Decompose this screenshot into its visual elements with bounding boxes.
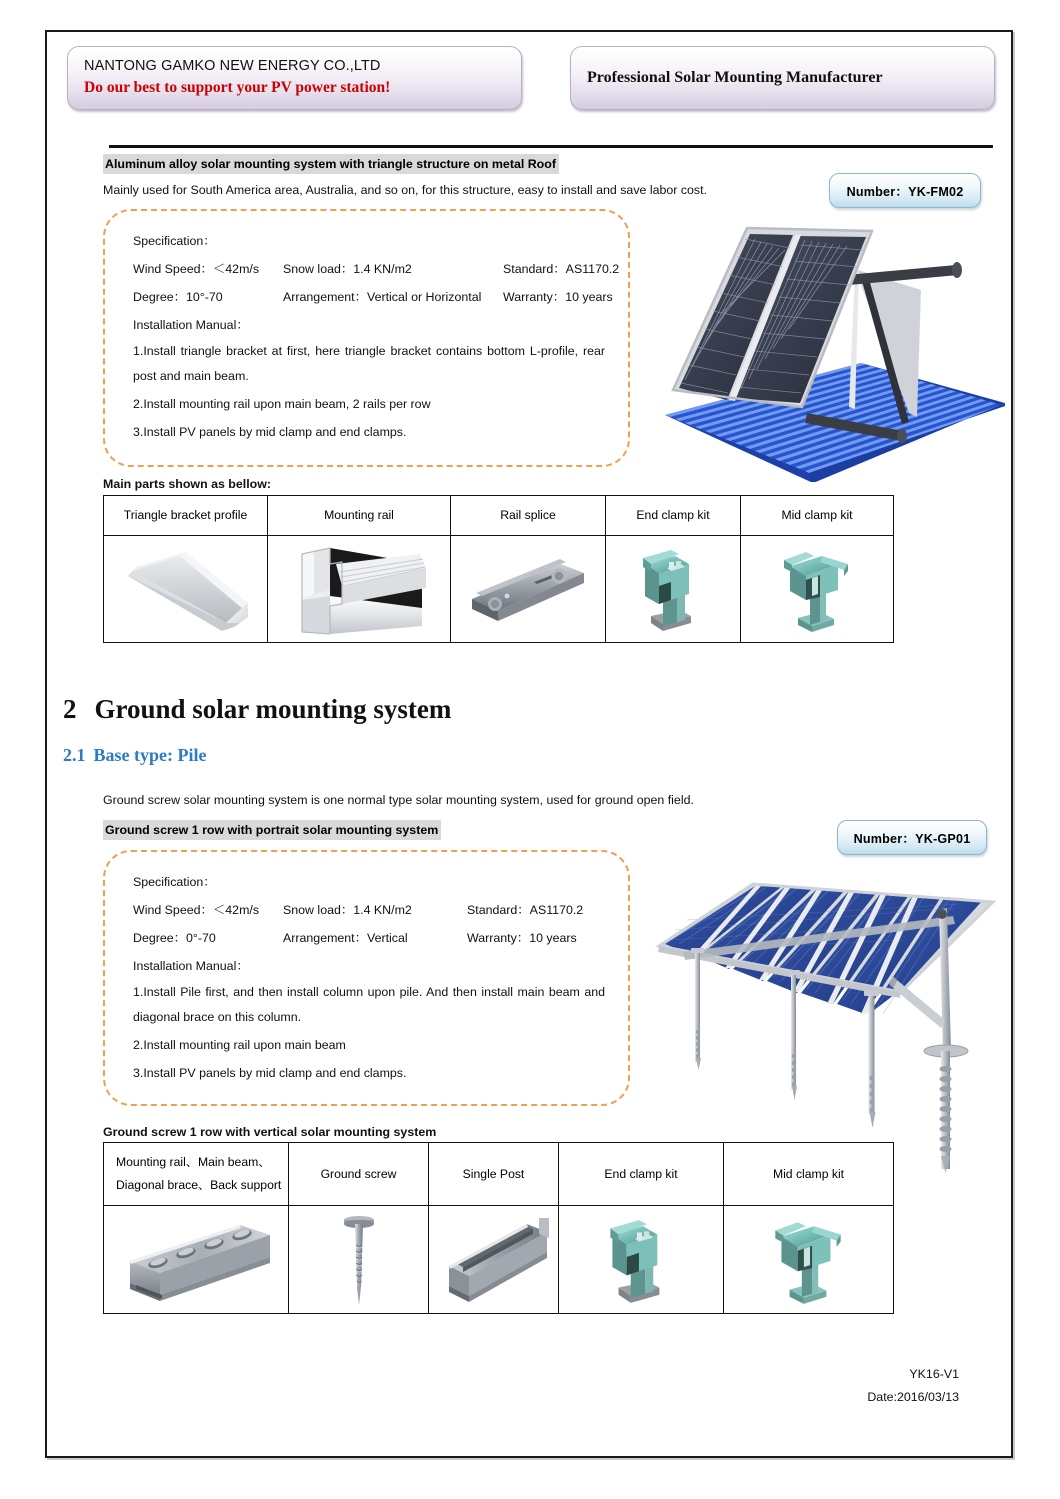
spec1-standard: Standard：AS1170.2 — [503, 262, 620, 276]
company-slogan: Do our best to support your PV power station! — [84, 79, 391, 97]
mounting-rail-image — [268, 536, 451, 643]
section1-title: Aluminum alloy solar mounting system with triangle structure on metal Roof — [103, 154, 559, 174]
spec2-wind-speed: Wind Speed：＜42m/s — [133, 903, 260, 917]
spec1-snow-load: Snow load：1.4 KN/m2 — [283, 262, 412, 276]
footer-date: Date:2016/03/13 — [867, 1390, 959, 1405]
section2-heading — [63, 694, 451, 725]
col-header-mounting-rail: Mounting rail — [268, 496, 451, 536]
spec1-step-1: 1.Install triangle bracket at first, here triangle bracket contains bottom L-profile, rear post and main beam. — [133, 344, 605, 384]
col-header-end-clamp-kit-2: End clamp kit — [559, 1143, 724, 1206]
section2-parts-table — [103, 1142, 894, 1314]
spec2-manual-heading: Installation Manual： — [133, 959, 249, 973]
spec2-step-2: 2.Install mounting rail upon main beam — [133, 1038, 346, 1052]
company-banner — [67, 46, 522, 110]
col-header-ground-screw: Ground screw — [289, 1143, 429, 1206]
l-profile-angle-image — [104, 536, 268, 643]
ground-screw-image — [289, 1206, 429, 1314]
spec2-arrangement: Arrangement：Vertical — [283, 931, 408, 945]
table-row — [104, 536, 894, 643]
spec1-step-3: 3.Install PV panels by mid clamp and end clamps. — [133, 425, 407, 439]
tagline-banner — [570, 46, 995, 110]
spec2-step-3: 3.Install PV panels by mid clamp and end clamps. — [133, 1066, 407, 1080]
document-footer — [867, 1363, 959, 1410]
section2-parts-caption: Ground screw 1 row with vertical solar mounting system — [103, 1125, 437, 1139]
product-number-badge-2: Number：YK-GP01 — [837, 820, 987, 855]
col-header-rail-splice: Rail splice — [451, 496, 606, 536]
section2-subheading — [63, 745, 206, 766]
spec1-warranty: Warranty：10 years — [503, 290, 613, 304]
section1-parts-caption: Main parts shown as bellow: — [103, 477, 271, 491]
section2-title: Ground solar mounting system — [94, 694, 452, 724]
spec1-step-2: 2.Install mounting rail upon main beam, 2 rails per row — [133, 397, 431, 411]
section2-sub-title: Base type: Pile — [93, 745, 207, 765]
mid-clamp-kit-image — [741, 536, 894, 643]
end-clamp-kit-image — [559, 1206, 724, 1314]
company-name: NANTONG GAMKO NEW ENERGY CO.,LTD — [84, 58, 381, 75]
ground-screw-array-illustration — [653, 864, 1011, 1174]
document-header — [67, 46, 995, 110]
spec1-manual-heading: Installation Manual： — [133, 318, 249, 332]
section2-sub-number: 2.1 — [63, 745, 86, 765]
col-header-rail-beam-brace — [104, 1143, 289, 1206]
spec1-heading: Specification： — [133, 234, 216, 248]
col-header-triangle-bracket-profile: Triangle bracket profile — [104, 496, 268, 536]
header-divider — [109, 145, 993, 148]
end-clamp-kit-image — [606, 536, 741, 643]
section2-intro: Ground screw solar mounting system is one normal type solar mounting system, used for ground open field. — [103, 793, 694, 807]
mid-clamp-kit-image — [724, 1206, 894, 1314]
spec2-snow-load: Snow load：1.4 KN/m2 — [283, 903, 412, 917]
table-header-row — [104, 496, 894, 536]
table-row — [104, 1206, 894, 1314]
section1-parts-table — [103, 495, 894, 643]
section2-number: 2 — [63, 694, 77, 724]
col-header-mid-clamp-kit: Mid clamp kit — [741, 496, 894, 536]
col-header-mid-clamp-kit-2: Mid clamp kit — [724, 1143, 894, 1206]
section1-spec-box — [103, 209, 630, 467]
spec2-warranty: Warranty：10 years — [467, 931, 577, 945]
document-page — [45, 30, 1013, 1458]
section1-intro: Mainly used for South America area, Australia, and so on, for this structure, easy to install and save labor cost. — [103, 183, 708, 197]
triangle-roof-mount-illustration — [659, 217, 1009, 482]
spec1-arrangement: Arrangement：Vertical or Horizontal — [283, 290, 482, 304]
spec1-wind-speed: Wind Speed：＜42m/s — [133, 262, 260, 276]
spec2-degree: Degree：0°-70 — [133, 931, 216, 945]
spec2-standard: Standard：AS1170.2 — [467, 903, 584, 917]
col-header-single-post: Single Post — [429, 1143, 559, 1206]
col-header-line2: Diagonal brace、Back support — [116, 1178, 282, 1193]
product-number-badge-1: Number：YK-FM02 — [829, 173, 981, 208]
table-header-row — [104, 1143, 894, 1206]
footer-version: YK16-V1 — [909, 1366, 959, 1381]
company-tagline: Professional Solar Mounting Manufacturer — [587, 69, 883, 86]
spec2-heading: Specification： — [133, 875, 216, 889]
strut-channel-rail-image — [104, 1206, 289, 1314]
section2-highlight-title: Ground screw 1 row with portrait solar mounting system — [103, 820, 441, 840]
section2-spec-box — [103, 850, 630, 1106]
spec1-degree: Degree：10°-70 — [133, 290, 223, 304]
spec2-step-1: 1.Install Pile first, and then install column upon pile. And then install main beam and diagonal brace on this column. — [133, 985, 605, 1025]
col-header-line1: Mounting rail、Main beam、 — [116, 1155, 271, 1169]
col-header-end-clamp-kit: End clamp kit — [606, 496, 741, 536]
rail-splice-image — [451, 536, 606, 643]
single-post-image — [429, 1206, 559, 1314]
